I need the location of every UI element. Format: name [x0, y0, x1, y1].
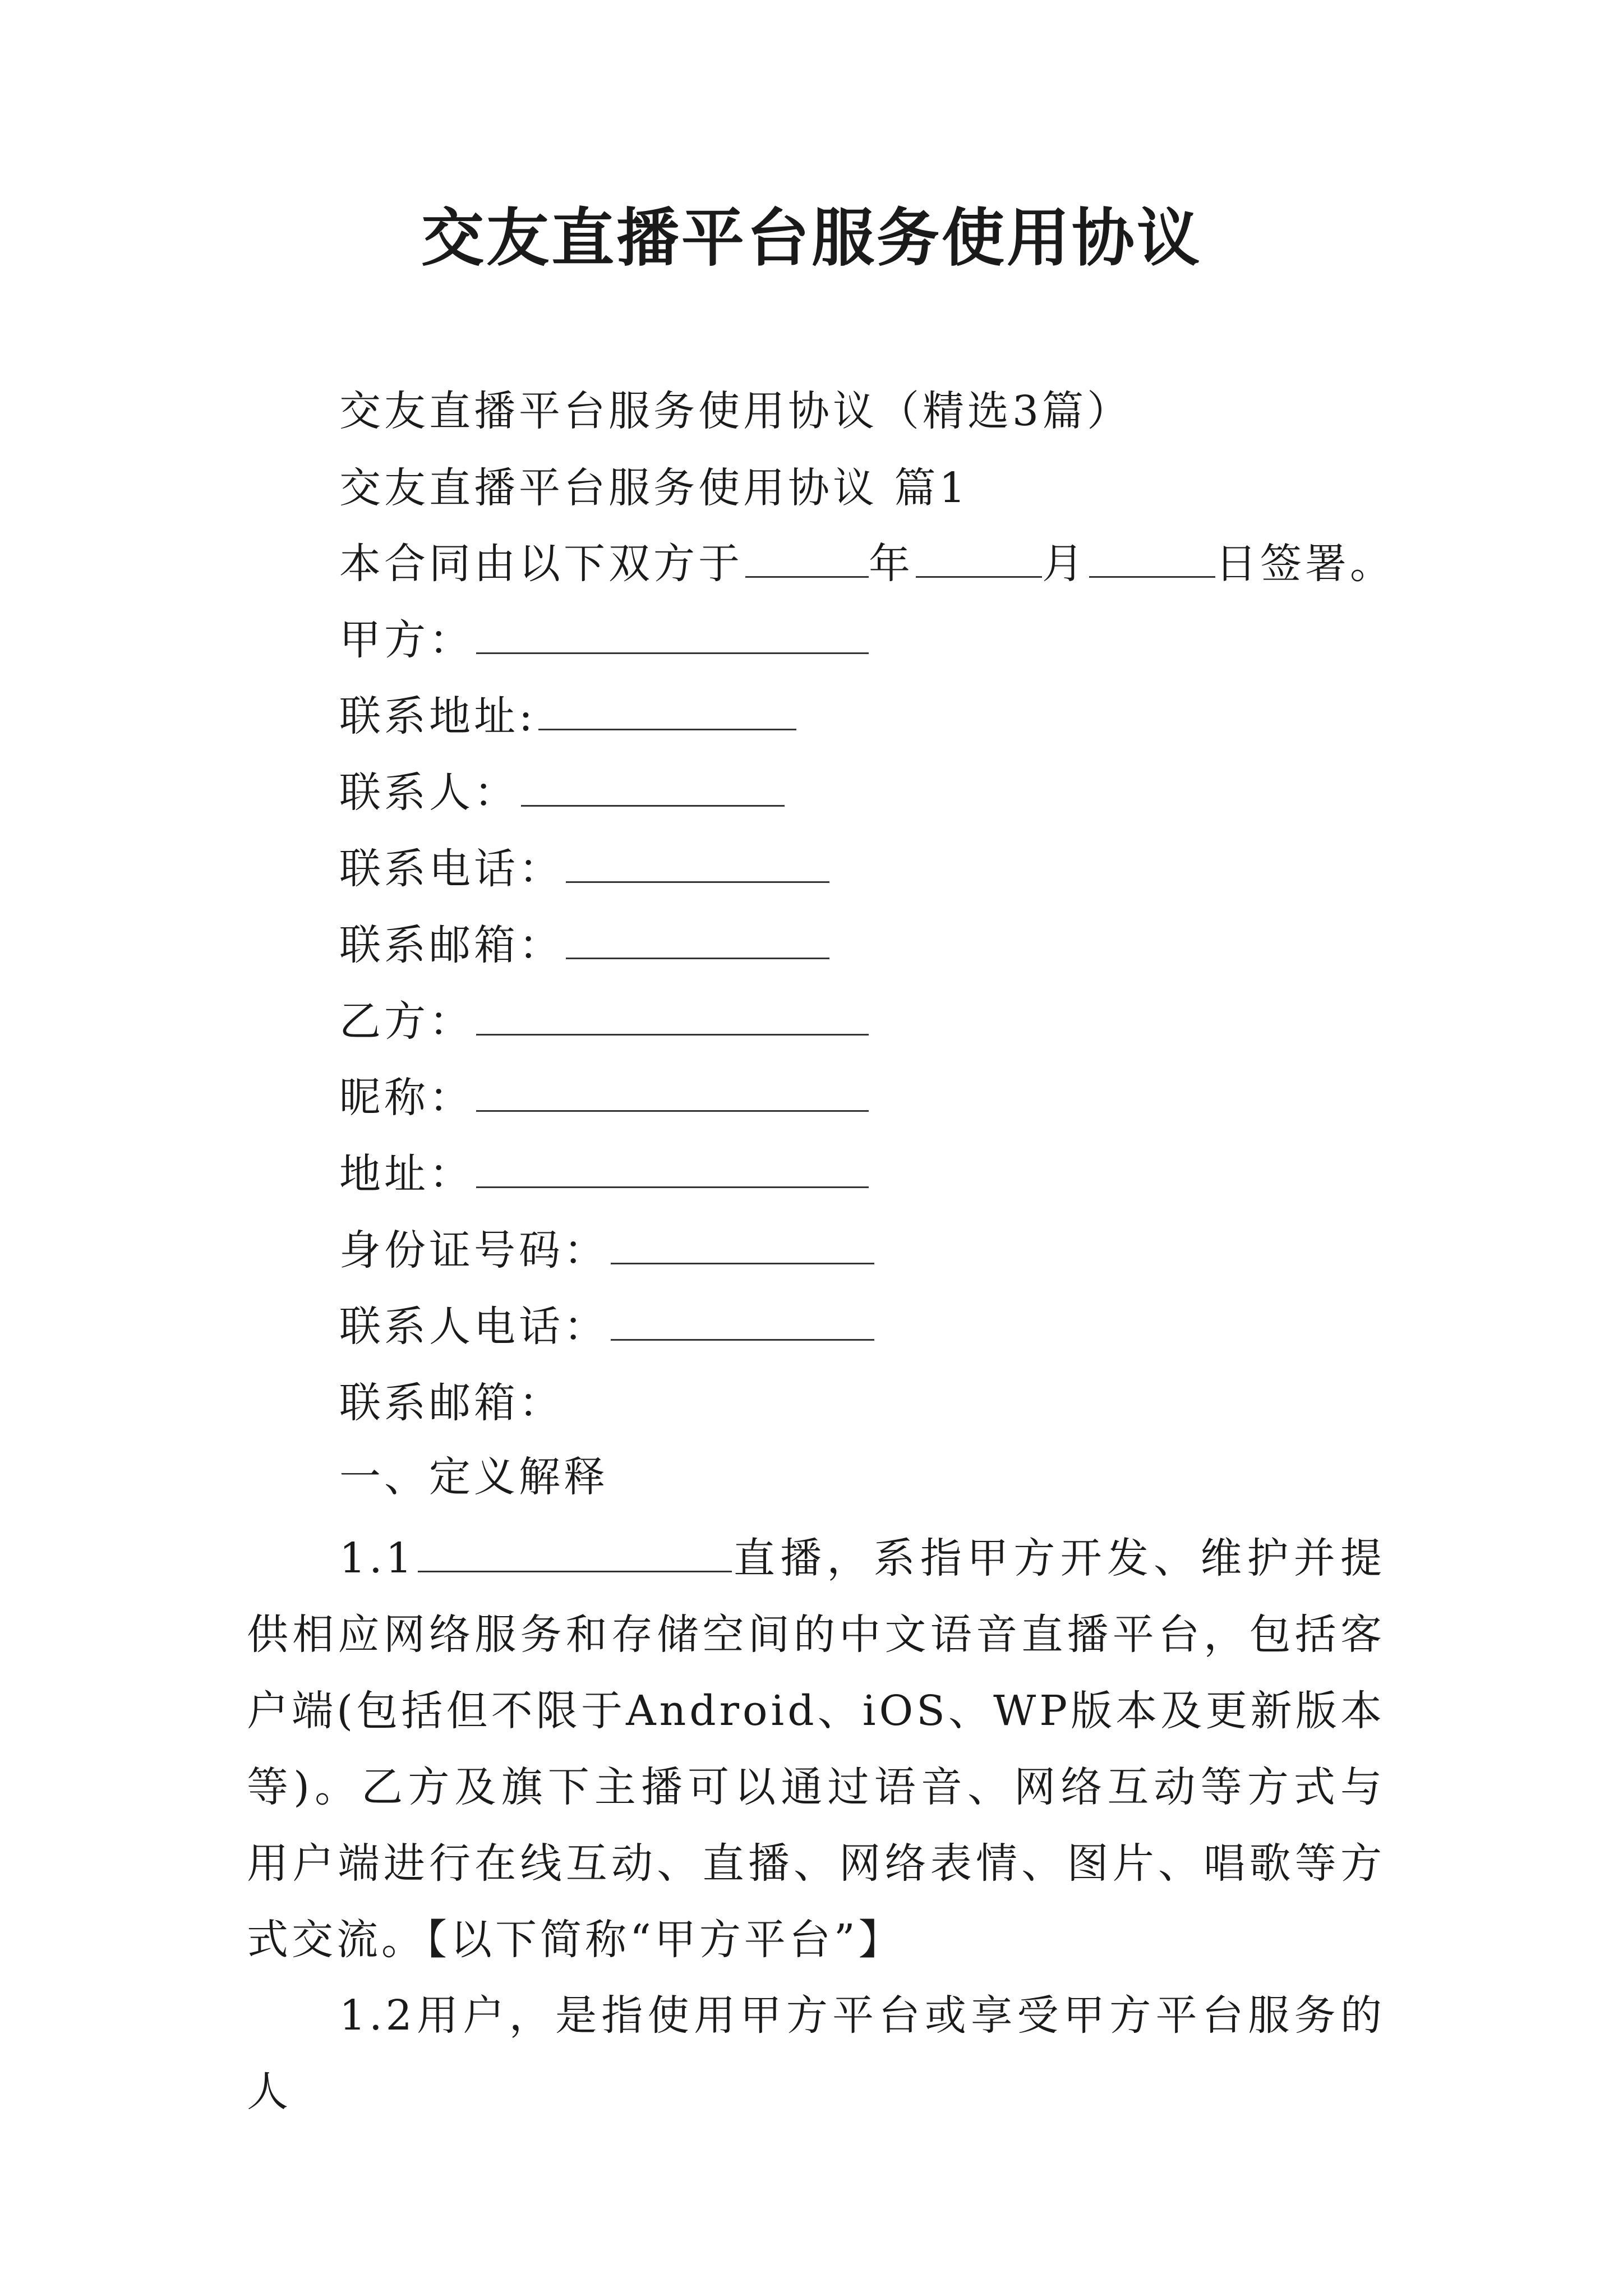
day-blank [1089, 537, 1215, 578]
field-b-address [339, 1146, 869, 1202]
signing-year: 年 [869, 540, 914, 588]
field-label: 联系地址: [339, 692, 536, 740]
field-party-b [339, 993, 869, 1050]
section-heading: 交友直播平台服务使用协议 篇1 [339, 464, 969, 512]
document-title: 交友直播平台服务使用协议 [421, 201, 1202, 275]
signing-day-suffix: 日签署。 [1215, 540, 1395, 588]
clause-blank [418, 1537, 732, 1572]
clause-text: 直播，系指甲方开发、维护并提供相应网络服务和存储空间的中文语音直播平台，包括客户端(包括但不限于Android、iOS、WP版本及更新版本等)。乙方及旗下主播可以通过语音、网络互动等方式与用户端进行在线互动、直播、网络表情、图片、唱歌等方式交流。【以下简称“甲方平台”】 [247, 1534, 1385, 1964]
field-label: 联系邮箱： [339, 921, 564, 969]
field-contact [339, 765, 785, 821]
document-subtitle: 交友直播平台服务使用协议（精选3篇） [339, 387, 1132, 435]
field-label: 甲方： [339, 616, 474, 664]
field-label: 联系人电话： [339, 1303, 608, 1351]
field-blank [566, 842, 829, 883]
field-blank [476, 613, 869, 654]
field-blank [538, 689, 796, 730]
field-label: 联系电话： [339, 845, 564, 893]
field-blank [476, 1071, 869, 1112]
signing-prefix: 本合同由以下双方于 [339, 540, 743, 588]
field-blank [521, 766, 785, 807]
month-blank [916, 537, 1042, 578]
field-blank [476, 1147, 869, 1188]
signing-month: 月 [1042, 540, 1087, 588]
field-blank [476, 995, 869, 1036]
clause-text: 1.2用户，是指使用甲方平台或享受甲方平台服务的人 [247, 1991, 1385, 2116]
field-blank [566, 918, 829, 959]
field-contact-phone [339, 1299, 874, 1355]
field-nickname [339, 1070, 869, 1126]
field-party-a [339, 612, 869, 668]
field-label: 地址： [339, 1150, 474, 1198]
field-blank [611, 1300, 874, 1341]
clause-1-2 [247, 1977, 1385, 2130]
field-label: 昵称： [339, 1074, 474, 1122]
field-blank [611, 1223, 874, 1264]
field-address [339, 688, 796, 744]
clause-1-1 [247, 1520, 1385, 1978]
field-label: 身份证号码： [339, 1226, 608, 1274]
field-id-number [339, 1222, 874, 1278]
field-b-email [339, 1375, 564, 1431]
definitions-heading: 一、定义解释 [339, 1453, 608, 1501]
field-label: 联系邮箱： [339, 1379, 564, 1427]
signing-line [339, 536, 1395, 592]
field-email [339, 917, 829, 973]
year-blank [745, 537, 869, 578]
field-phone [339, 841, 829, 897]
field-label: 联系人： [339, 769, 519, 817]
field-label: 乙方： [339, 997, 474, 1046]
clause-number: 1.1 [339, 1534, 416, 1582]
